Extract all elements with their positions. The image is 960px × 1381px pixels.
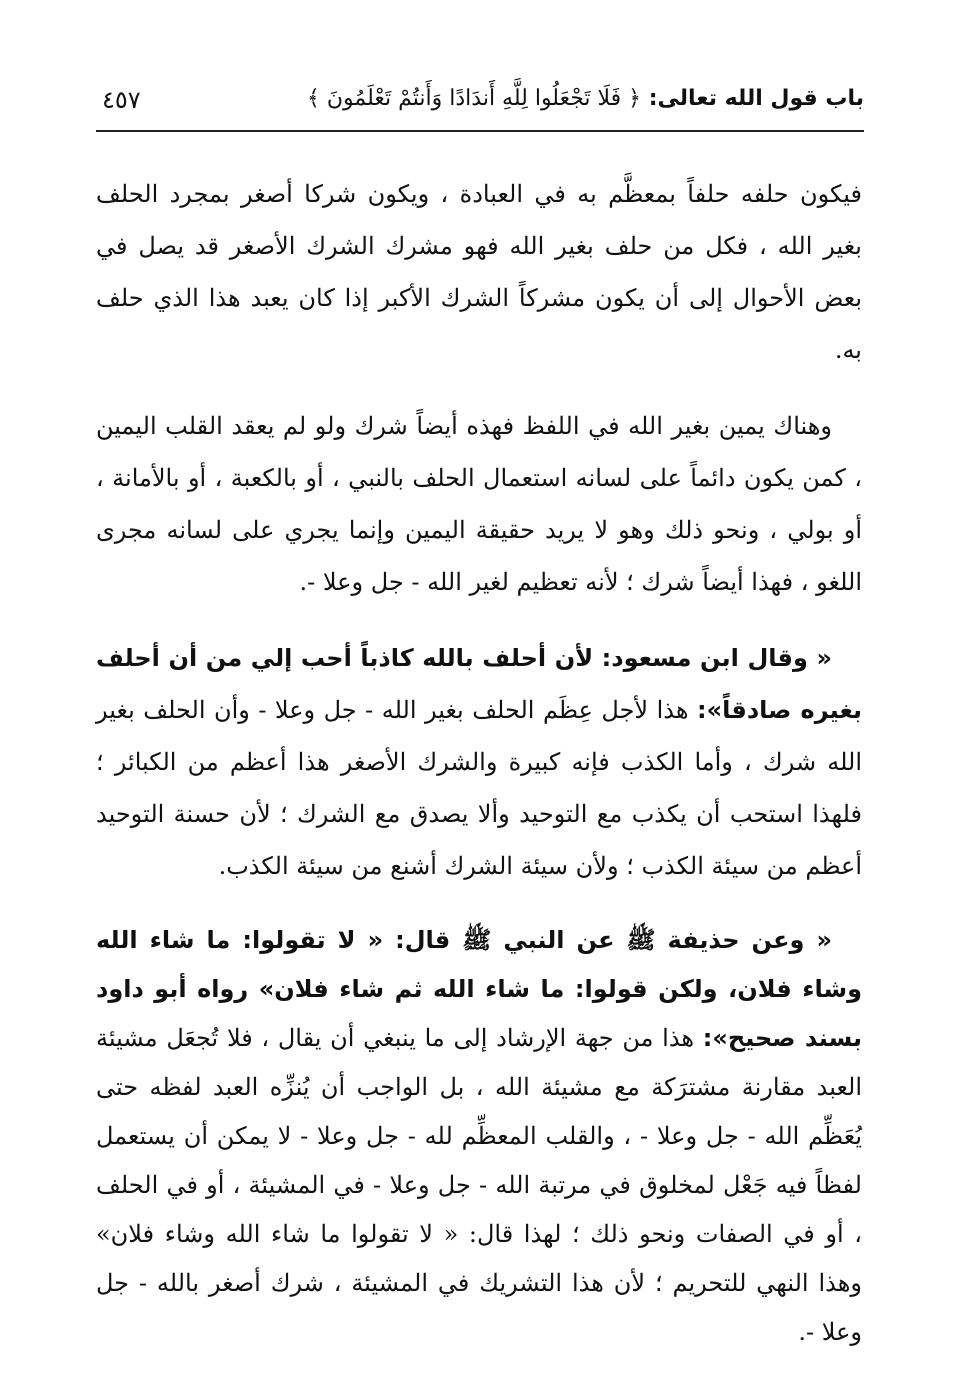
paragraph-text: هذا لأجل عِظَم الحلف بغير الله - جل وعلا - وأن الحلف بغير الله شرك ، وأما الكذب فإنه كبيرة والشرك الأصغر هذا أعظم من الكبائر ؛ فلهذا استحب أن يكذب مع التوحيد وألا يصدق مع الشرك ؛ لأن حسنة التوحيد أعظم من سيئة الكذب ؛ ولأن سيئة الشرك أشنع من سيئة الكذب. [96,696,862,880]
paragraph-3 [96,632,862,892]
paragraph-text: وهناك يمين بغير الله في اللفظ فهذه أيضاً شرك ولو لم يعقد القلب اليمين ، كمن يكون دائماً على لسانه استعمال الحلف بالنبي ، أو بالكعبة ، أو بالأمانة ، أو بولي ، ونحو ذلك وهو لا يريد حقيقة اليمين وإنما يجري على لسانه مجرى اللغو ، فهذا أيضاً شرك ؛ لأنه تعظيم لغير الله - جل وعلا -. [96,412,862,596]
header-divider [96,130,864,132]
paragraph-text: هذا من جهة الإرشاد إلى ما ينبغي أن يقال ، فلا تُجعَل مشيئة العبد مقارنة مشترَكة مع مشيئة الله ، بل الواجب أن يُنزِّه العبد لفظه حتى يُعَظِّم الله - جل وعلا - ، والقلب المعظِّم لله - جل وعلا - لا يمكن أن يستعمل لفظاً فيه جَعْل لمخلوق في مرتبة الله - جل وعلا - في المشيئة ، أو في الحلف ، أو في الصفات ونحو ذلك ؛ لهذا قال: « لا تقولوا ما شاء الله وشاء فلان» وهذا النهي للتحريم ؛ لأن هذا التشريك في المشيئة ، شرك أصغر بالله - جل وعلا -. [96,1024,862,1346]
paragraph-text: فيكون حلفه حلفاً بمعظَّم به في العبادة ، ويكون شركا أصغر بمجرد الحلف بغير الله ، فكل من حلف بغير الله فهو مشرك الشرك الأصغر قد يصل في بعض الأحوال إلى أن يكون مشركاً الشرك الأكبر إذا كان يعبد هذا الذي حلف به. [96,180,862,364]
quranic-verse: ﴿ فَلَا تَجْعَلُوا لِلَّهِ أَندَادًا وَأَنتُمْ تَعْلَمُونَ ﴾ [306,86,642,111]
page-number: ٤٥٧ [102,86,141,114]
page-header [96,80,864,132]
page-body [96,168,862,1381]
quoted-statement: « وقال ابن مسعود: لأن أحلف بالله كاذباً أحب إلي من أن أحلف بغيره صادقاً»: [96,644,863,724]
paragraph-4 [96,916,862,1357]
paragraph-2 [96,400,862,608]
running-title [307,86,864,111]
quoted-hadith: « وعن حذيفة ﷺ عن النبي ﷺ قال: « لا تقولوا: ما شاء الله وشاء فلان، ولكن قولوا: ما شاء الله ثم شاء فلان» رواه أبو داود بسند صحيح»: [96,926,862,1052]
chapter-title: باب قول الله تعالى: [648,86,864,111]
paragraph-1 [96,168,862,376]
